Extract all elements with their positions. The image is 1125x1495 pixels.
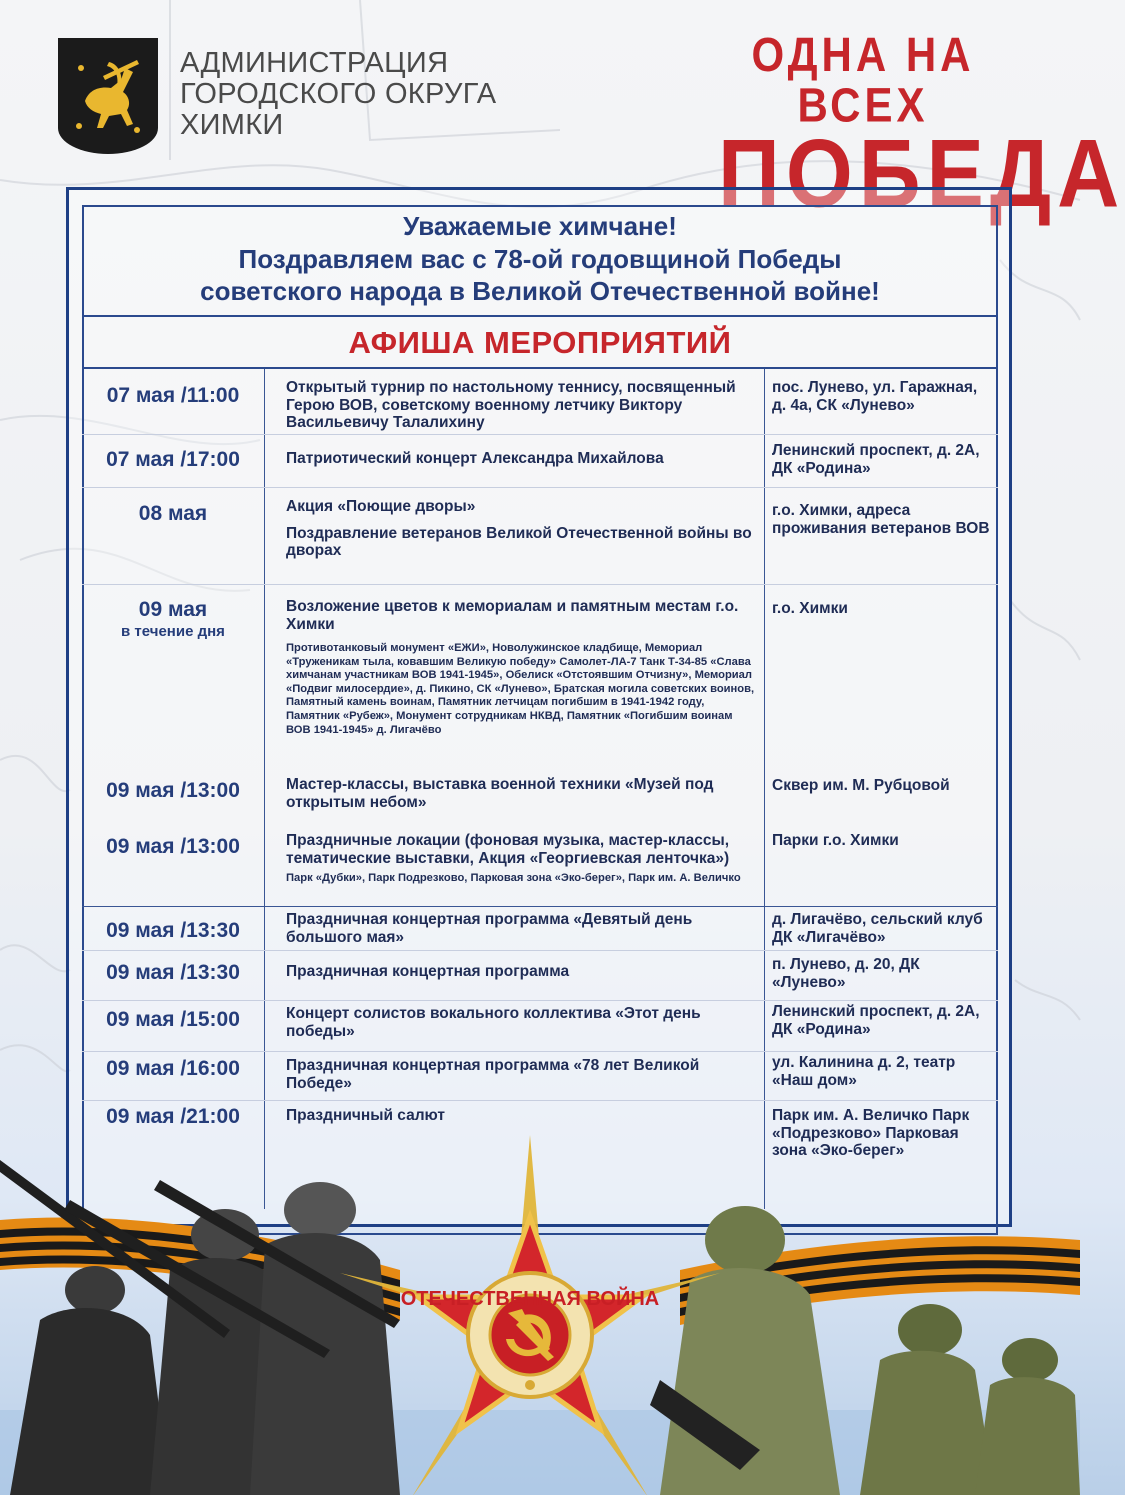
event-row <box>82 1052 998 1101</box>
event-date: 08 мая <box>138 502 208 525</box>
event-title: Праздничная концертная программа «78 лет Великой Победе» <box>286 1057 700 1092</box>
event-date: 09 мая /13:00 <box>106 779 240 802</box>
event-place: г.о. Химки <box>772 600 848 617</box>
slogan-big: ПОБЕДА <box>718 120 1125 228</box>
event-title <box>286 832 756 886</box>
event-title <box>286 498 756 560</box>
khimki-coat-of-arms <box>58 38 158 154</box>
event-title-part-2: Поздравление ветеранов Великой Отечественной войны во дворах <box>286 524 752 559</box>
event-date: 09 мая /21:00 <box>106 1105 240 1128</box>
event-place: пос. Лунево, ул. Гаражная, д. 4а, СК «Лунево» <box>772 379 978 414</box>
bottom-artwork <box>0 1120 1080 1495</box>
event-date: 09 мая /16:00 <box>106 1057 240 1080</box>
greeting-block <box>82 205 998 317</box>
event-row <box>82 488 998 585</box>
event-row <box>82 369 998 435</box>
event-date <box>82 598 264 642</box>
event-place: ул. Калинина д. 2, театр «Наш дом» <box>772 1054 956 1089</box>
event-title-main: Возложение цветов к мемориалам и памятным местам г.о. Химки <box>286 598 739 633</box>
event-date: 09 мая /13:00 <box>106 835 240 858</box>
event-title: Концерт солистов вокального коллектива «Этот день победы» <box>286 1005 701 1040</box>
event-row <box>82 823 998 907</box>
event-title-main: Праздничные локации (фоновая музыка, мастер-классы, тематические выставки, Акция «Георгиевская ленточка») <box>286 832 730 867</box>
order-inscription: ОТЕЧЕСТВЕННАЯ ВОЙНА <box>400 1288 660 1310</box>
event-row <box>82 585 998 767</box>
admin-title-line-3: ХИМКИ <box>180 109 284 141</box>
event-place: Ленинский проспект, д. 2А, ДК «Родина» <box>772 1003 980 1038</box>
event-date: 07 мая /17:00 <box>106 448 240 471</box>
event-note: Парк «Дубки», Парк Подрезково, Парковая зона «Эко-берег», Парк им. А. Величко <box>286 872 741 884</box>
event-place: г.о. Химки, адреса проживания ветеранов ВОВ <box>772 502 990 537</box>
event-row <box>82 435 998 488</box>
event-place: Сквер им. М. Рубцовой <box>772 777 950 794</box>
event-title-part-1: Акция «Поющие дворы» <box>286 498 476 515</box>
event-row <box>82 1001 998 1052</box>
event-row <box>82 907 998 951</box>
event-title <box>286 598 756 737</box>
event-date: 09 мая /15:00 <box>106 1008 240 1031</box>
greeting-line-2: Поздравляем вас с 78-ой годовщиной Победы <box>238 244 842 274</box>
event-date: 09 мая /13:30 <box>106 961 240 984</box>
event-title: Праздничная концертная программа «Девятый день большого мая» <box>286 911 693 946</box>
event-date: 09 мая /13:30 <box>106 919 240 942</box>
administration-title <box>180 48 496 141</box>
centaur-archer-icon <box>63 46 153 146</box>
slogan-small: ОДНА НА ВСЕХ <box>751 27 975 132</box>
event-title: Открытый турнир по настольному теннису, посвященный Герою ВОВ, советскому военному летчику Виктору Васильевичу Талалихину <box>286 379 736 431</box>
soldiers-ww2-silhouettes <box>0 1160 400 1495</box>
event-title: Патриотический концерт Александра Михайлова <box>286 450 664 467</box>
event-date-sub: в течение дня <box>121 623 225 640</box>
admin-title-line-1: АДМИНИСТРАЦИЯ <box>180 47 449 79</box>
event-title: Праздничный салют <box>286 1107 446 1124</box>
event-note: Противотанковый монумент «ЕЖИ», Новолужинское кладбище, Мемориал «Труженикам тыла, ковавшим Великую победу» Самолет-ЛА-7 Танк Т-34-85 «Слава химчанам участникам ВОВ 1941-1945», Обелиск «Отстоявшим Отчизну», Мемориал «Подвиг милосердие», д. Пикино, СК «Лунево», Братская могила советских воинов, Памятный камень воинам, Памятник летчицам погибшим в 1941-1942 году, Памятник «Рубеж», Монумент сотрудникам НКВД, Памятник «Погибшим воинам ВОВ 1941-1945» д. Лигачёво <box>286 642 755 736</box>
event-title: Праздничная концертная программа <box>286 963 570 980</box>
event-row <box>82 767 998 823</box>
event-row <box>82 951 998 1001</box>
event-place: Парки г.о. Химки <box>772 832 899 849</box>
greeting-line-1: Уважаемые химчане! <box>403 211 677 241</box>
event-title: Мастер-классы, выставка военной техники «Музей под открытым небом» <box>286 776 714 811</box>
afisha-title: АФИША МЕРОПРИЯТИЙ <box>82 317 998 369</box>
event-place: п. Лунево, д. 20, ДК «Лунево» <box>772 956 920 991</box>
event-place: Парк им. А. Величко Парк «Подрезково» Парковая зона «Эко-берег» <box>772 1107 970 1159</box>
event-place: д. Лигачёво, сельский клуб ДК «Лигачёво» <box>772 911 983 946</box>
event-place: Ленинский проспект, д. 2А, ДК «Родина» <box>772 442 980 477</box>
event-date-day: 09 мая <box>138 598 208 621</box>
admin-title-line-2: ГОРОДСКОГО ОКРУГА <box>180 78 497 110</box>
event-date: 07 мая /11:00 <box>106 384 240 407</box>
greeting-line-3: советского народа в Великой Отечественной войне! <box>200 276 880 306</box>
